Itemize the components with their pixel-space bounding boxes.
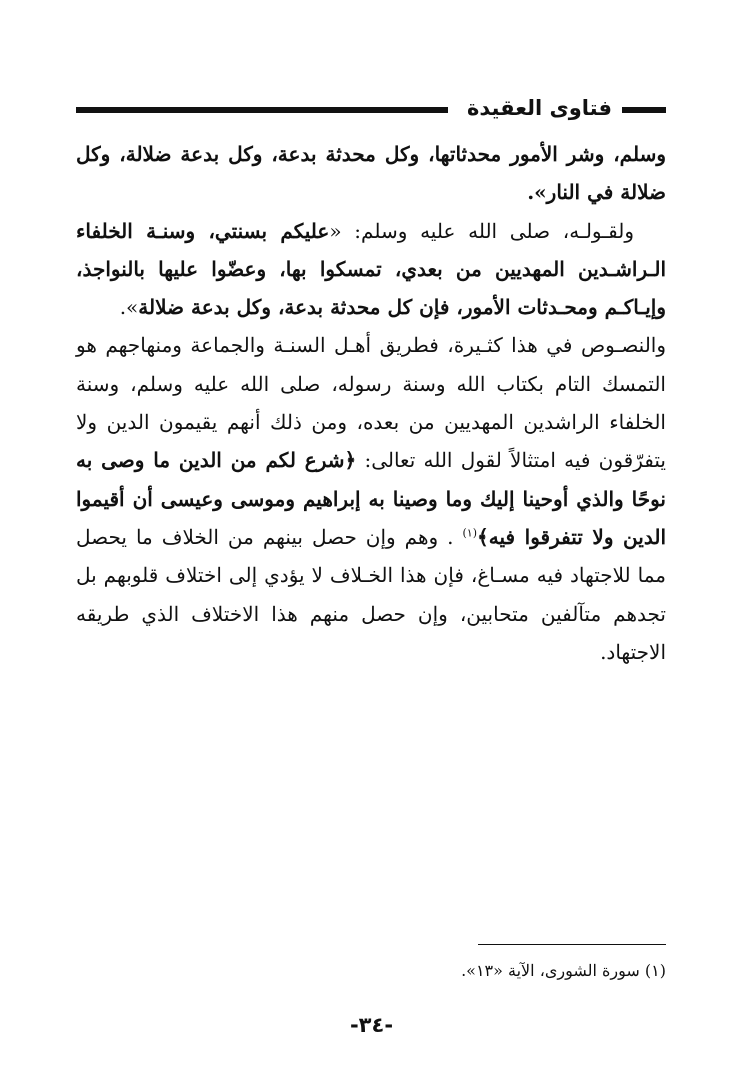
paragraph-3-after: . وهم وإن حصل بينهم من الخلاف ما يحصل مما للاجتهاد فيه مسـاغ، فإن هذا الخـلاف لا يؤدي إلى اختلاف قلوبهم بل تجدهم متآلفين متحابين، وإن حصل منهم هذا الاختلاف الذي طريقه الاجتهاد. <box>76 524 666 664</box>
footnote-reference[interactable]: (١) <box>462 526 478 540</box>
hadith-quote: عليكم بسنتي، وسنـة الخلفاء الـراشـدين المهديين من بعدي، تمسكوا بها، وعضّوا عليها بالنواجذ، وإيـاكـم ومحـدثات الأمور، فإن كل محدثة بدعة، وكل بدعة ضلالة <box>76 218 666 320</box>
page-number: -٣٤- <box>349 1013 394 1037</box>
paragraph-3 <box>76 326 666 671</box>
paragraph-2-intro: ولقـولـه، صلى الله عليه وسلم: « <box>329 218 634 243</box>
paragraph-3-text: والنصـوص في هذا كثـيرة، فطريق أهـل السنـة والجماعة ومنهاجهم هو التمسك التام بكتاب الله وسنة رسوله، صلى الله عليه وسلم، وسنة الخلفاء الراشدين المهديين من بعده، ومن ذلك أنهم يقيمون الدين ولا يتفرّقون فيه امتثالاً لقول الله تعالى: <box>76 333 666 473</box>
paragraph-2-close: ». <box>119 295 139 320</box>
paragraph-1: وسلم، وشر الأمور محدثاتها، وكل محدثة بدعة، وكل بدعة ضلالة، وكل ضلالة في النار». <box>76 142 666 205</box>
header-rule-short <box>622 107 666 113</box>
quran-verse: ﴿شرع لكم من الدين ما وصى به نوحًا والذي أوحينا إليك وما وصينا به إبراهيم وموسى وعيسى أن أقيموا الدين ولا تتفرقوا فيه﴾ <box>76 448 666 549</box>
running-header <box>76 88 666 128</box>
body-text <box>76 135 666 671</box>
header-rule-long <box>76 107 448 113</box>
footnote: (١) سورة الشورى، الآية «١٣». <box>461 961 666 980</box>
header-title: فتاوى العقيدة <box>467 96 612 120</box>
paragraph-2 <box>76 212 666 327</box>
footnote-separator <box>478 944 666 945</box>
